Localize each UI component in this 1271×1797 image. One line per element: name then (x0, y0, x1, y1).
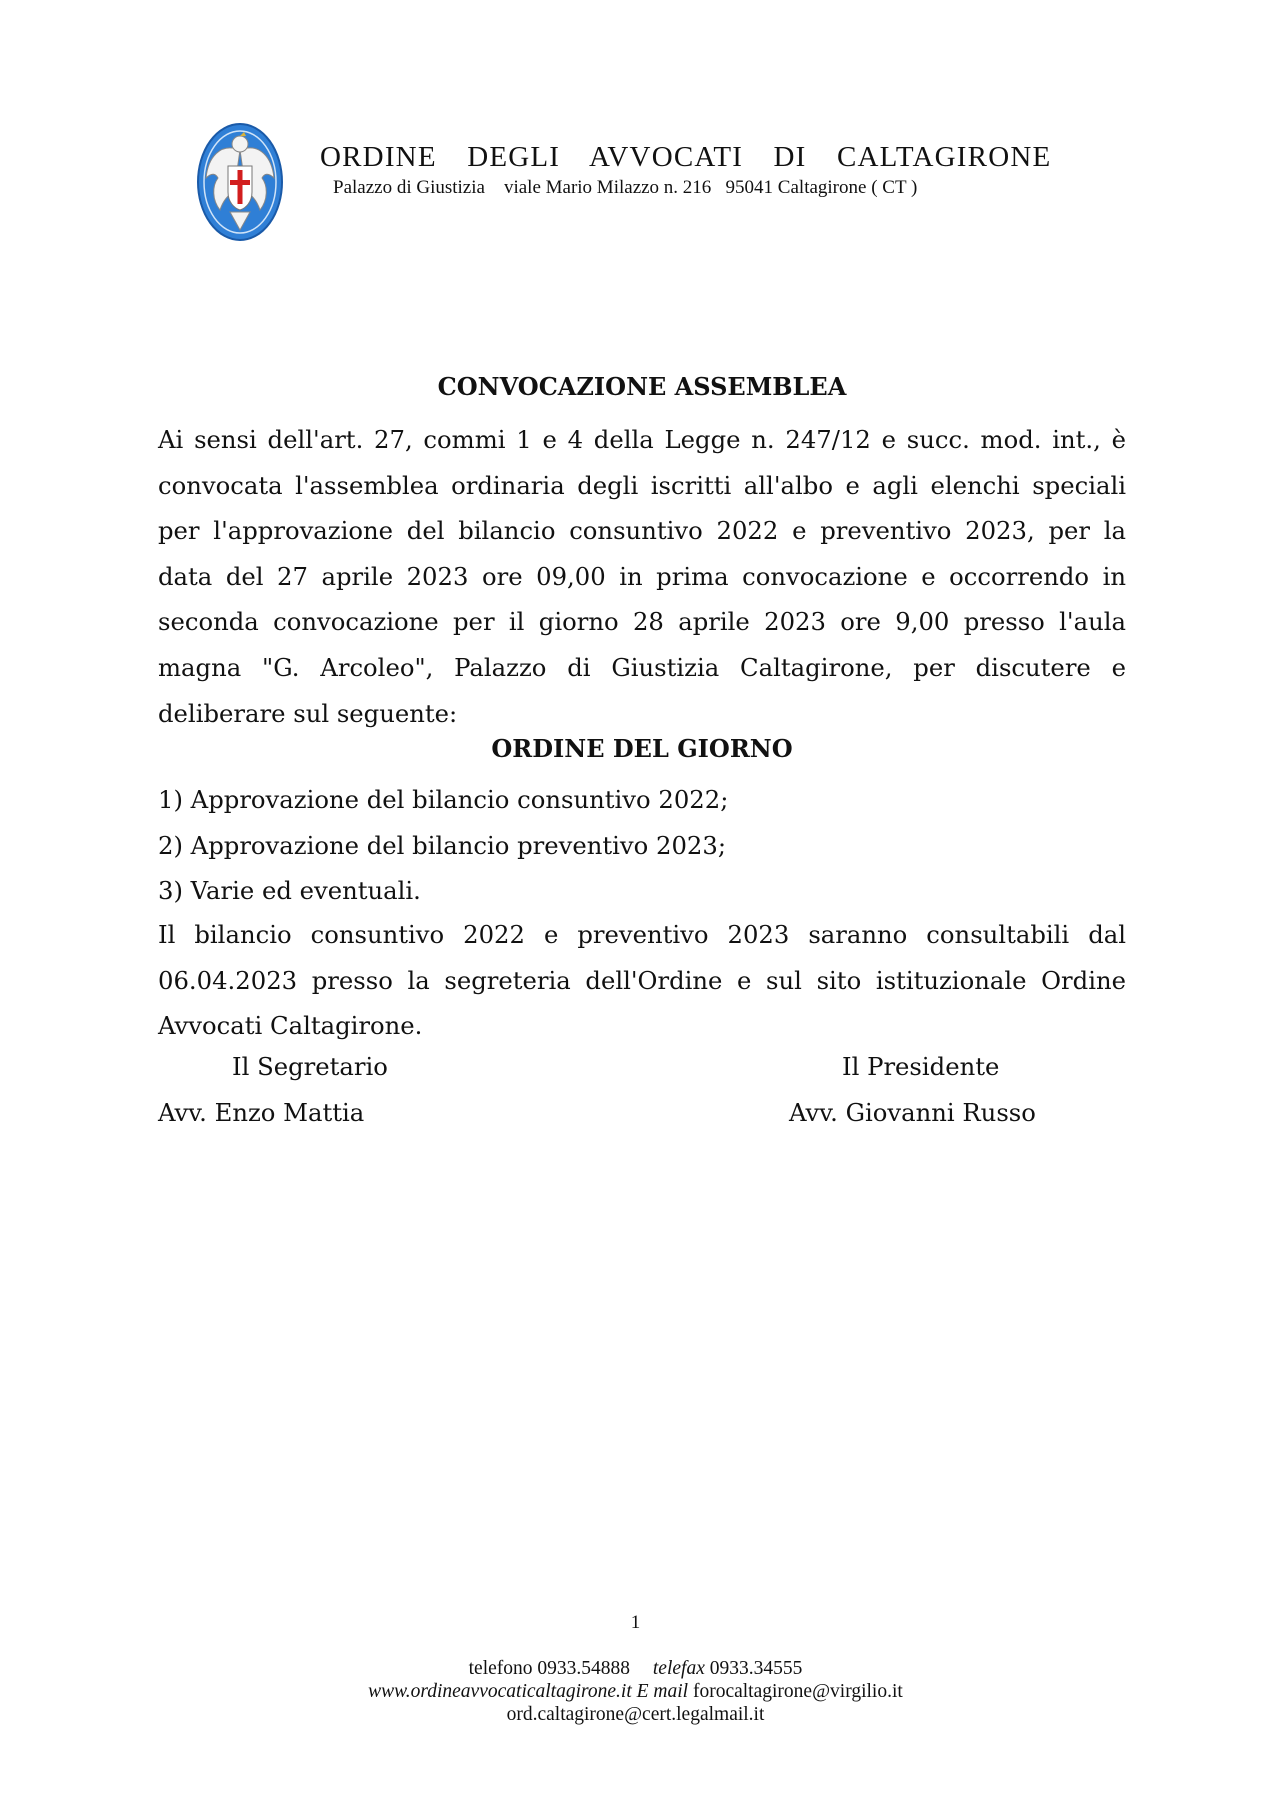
budget-availability-paragraph: Il bilancio consuntivo 2022 e preventivo 2023 saranno consultabili dal 06.04.2023 presso la segreteria dell'Ordine e sul sito istituzionale Ordine Avvocati Caltagirone. (158, 920, 1126, 1041)
email-label: E mail (636, 1681, 689, 1702)
agenda-title: ORDINE DEL GIORNO (491, 734, 793, 763)
phone-label: telefono (468, 1658, 533, 1679)
secretary-name: Avv. Enzo Mattia (158, 1098, 365, 1127)
page-number: 1 (630, 1612, 641, 1633)
president-name: Avv. Giovanni Russo (789, 1098, 1036, 1127)
fax-number: 0933.34555 (709, 1658, 803, 1679)
agenda-list (158, 777, 1126, 914)
page-footer (0, 1657, 1271, 1726)
document-title: CONVOCAZIONE ASSEMBLEA (437, 372, 847, 401)
website-link[interactable]: www.ordineavvocaticaltagirone.it (368, 1681, 632, 1702)
agenda-item: 1) Approvazione del bilancio consuntivo 2022; (158, 785, 729, 814)
footer-web-line (0, 1680, 1271, 1703)
president-title: Il Presidente (842, 1052, 1000, 1081)
eagle-coat-of-arms-icon (190, 112, 290, 252)
fax-label: telefax (652, 1658, 705, 1679)
footer-pec-line (0, 1703, 1271, 1726)
agenda-item: 2) Approvazione del bilancio preventivo 2023; (158, 830, 727, 860)
phone-number: 0933.54888 (537, 1658, 631, 1679)
organization-address: Palazzo di Giustizia viale Mario Milazzo n. 216 95041 Caltagirone ( CT ) (333, 177, 918, 198)
convocation-paragraph: Ai sensi dell'art. 27, commi 1 e 4 della Legge n. 247/12 e succ. mod. int., è convocata l'assemblea ordinaria degli iscritti all'albo e agli elenchi speciali per l'approvazione del bilancio consuntivo 2022 e preventivo 2023, per la data del 27 aprile 2023 ore 09,00 in prima convocazione e occorrendo in seconda convocazione per il giorno 28 aprile 2023 ore 9,00 presso l'aula magna "G. Arcoleo", Palazzo di Giustizia Caltagirone, per discutere e deliberare sul seguente: (158, 425, 1126, 728)
footer-contacts-line (0, 1657, 1271, 1680)
organization-name: ORDINE DEGLI AVVOCATI DI CALTAGIRONE (320, 141, 1052, 173)
agenda-item: 3) Varie ed eventuali. (158, 876, 421, 906)
secretary-title: Il Segretario (232, 1052, 388, 1081)
email-link[interactable]: forocaltagirone@virgilio.it (692, 1681, 903, 1702)
pec-email-link[interactable]: ord.caltagirone@cert.legalmail.it (506, 1704, 765, 1725)
